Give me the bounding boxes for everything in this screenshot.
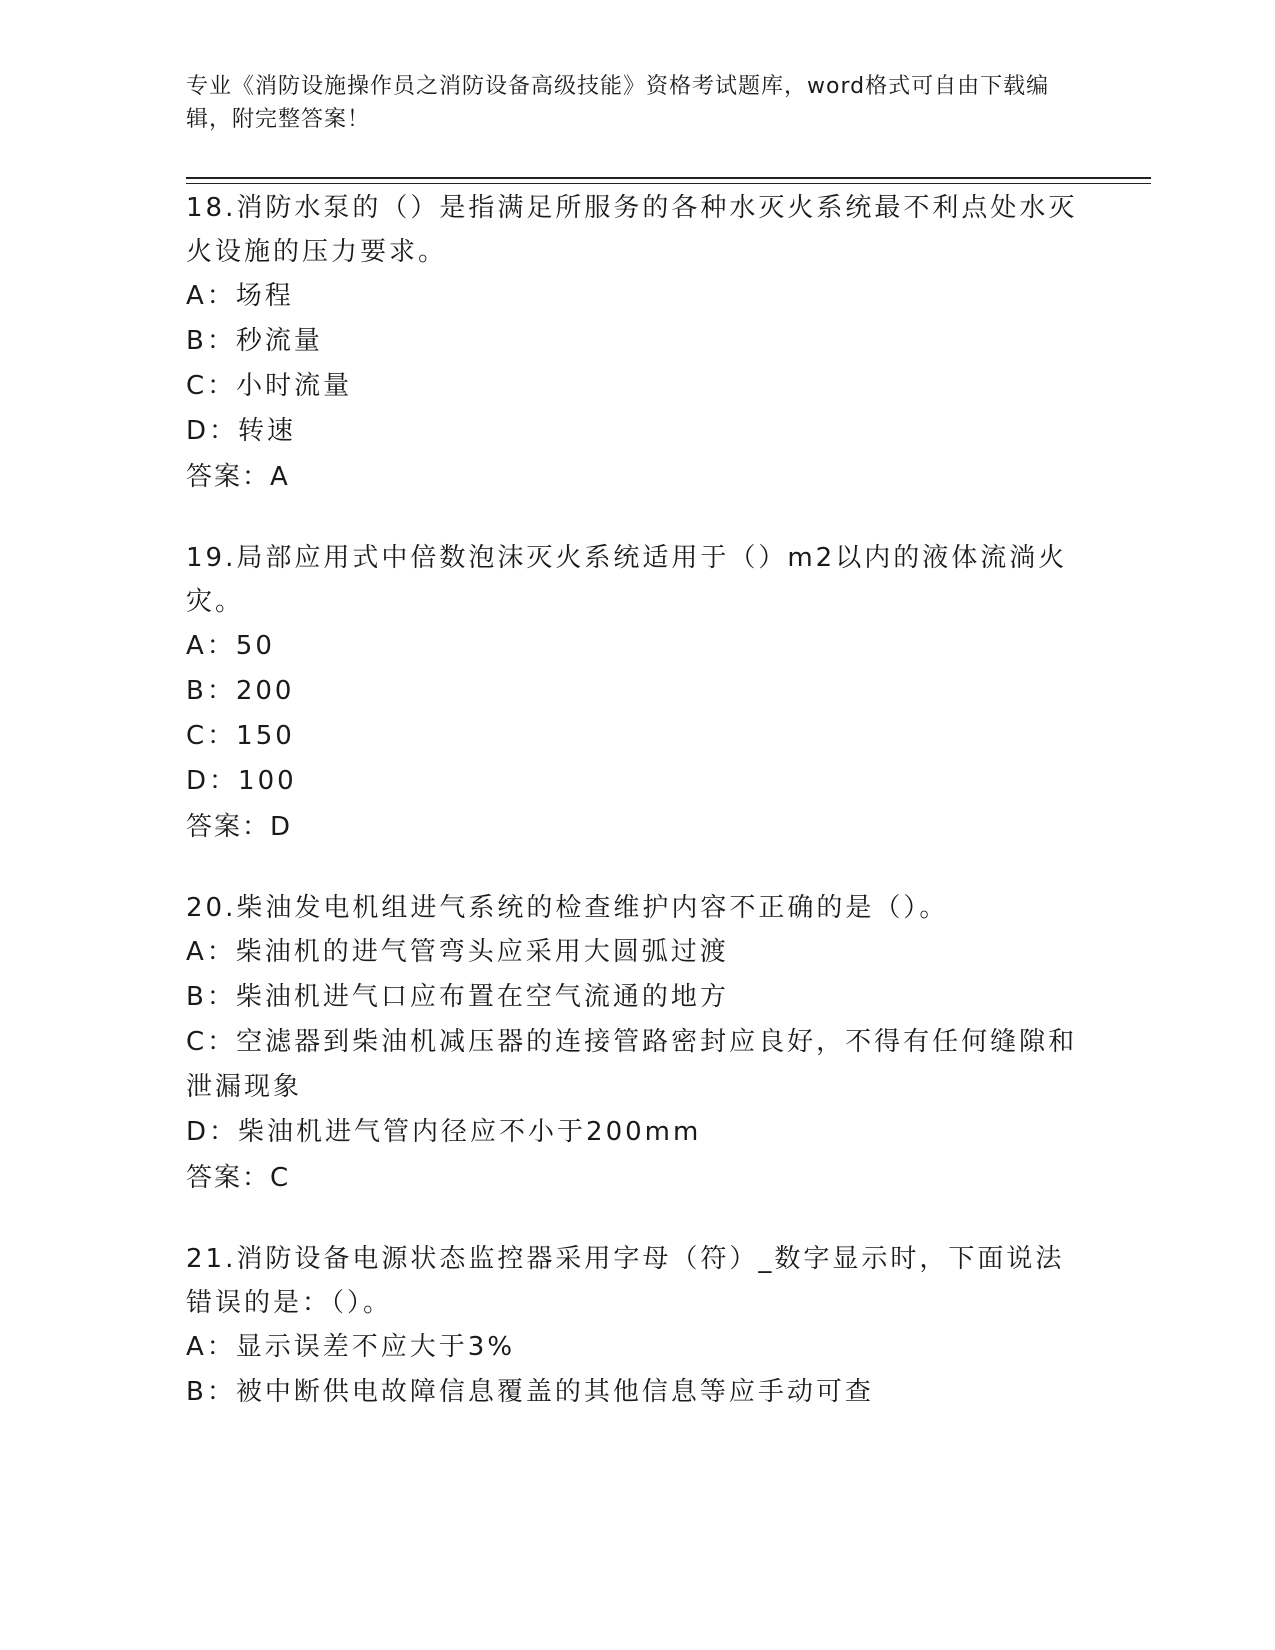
question-20 [186, 886, 1086, 1201]
option-d: D：柴油机进气管内径应不小于200mm [186, 1117, 702, 1147]
header-divider-thin [186, 183, 1151, 184]
option-d: D：转速 [186, 416, 297, 446]
question-list [186, 186, 1086, 1451]
answer-line: 答案：A [186, 462, 290, 492]
option-d: D：100 [186, 766, 297, 796]
question-stem: 20.柴油发电机组进气系统的检查维护内容不正确的是（）。 [186, 893, 949, 923]
option-b: B：被中断供电故障信息覆盖的其他信息等应手动可查 [186, 1377, 874, 1407]
header-divider-thick [186, 177, 1151, 179]
option-c: C：150 [186, 721, 295, 751]
answer-line: 答案：D [186, 812, 293, 842]
option-b: B：秒流量 [186, 326, 323, 356]
question-19 [186, 536, 1086, 850]
question-18 [186, 186, 1086, 500]
option-b: B：柴油机进气口应布置在空气流通的地方 [186, 982, 729, 1012]
question-stem: 18.消防水泵的（）是指满足所服务的各种水灭火系统最不利点处水灭火设施的压力要求。 [186, 193, 1078, 267]
option-a: A：柴油机的进气管弯头应采用大圆弧过渡 [186, 937, 729, 967]
question-stem: 19.局部应用式中倍数泡沫灭火系统适用于（）m2以内的液体流淌火灾。 [186, 543, 1068, 617]
document-header-text: 专业《消防设施操作员之消防设备高级技能》资格考试题库，word格式可自由下载编辑，附完整答案！ [186, 74, 1050, 132]
question-21 [186, 1237, 1086, 1415]
option-c: C：空滤器到柴油机减压器的连接管路密封应良好，不得有任何缝隙和泄漏现象 [186, 1027, 1078, 1102]
option-a: A：50 [186, 631, 275, 661]
question-stem: 21.消防设备电源状态监控器采用字母（符）_数字显示时，下面说法错误的是：（）。 [186, 1244, 1065, 1318]
option-a: A：场程 [186, 281, 294, 311]
answer-line: 答案：C [186, 1163, 291, 1193]
option-c: C：小时流量 [186, 371, 353, 401]
option-a: A：显示误差不应大于3% [186, 1332, 516, 1362]
option-b: B：200 [186, 676, 295, 706]
